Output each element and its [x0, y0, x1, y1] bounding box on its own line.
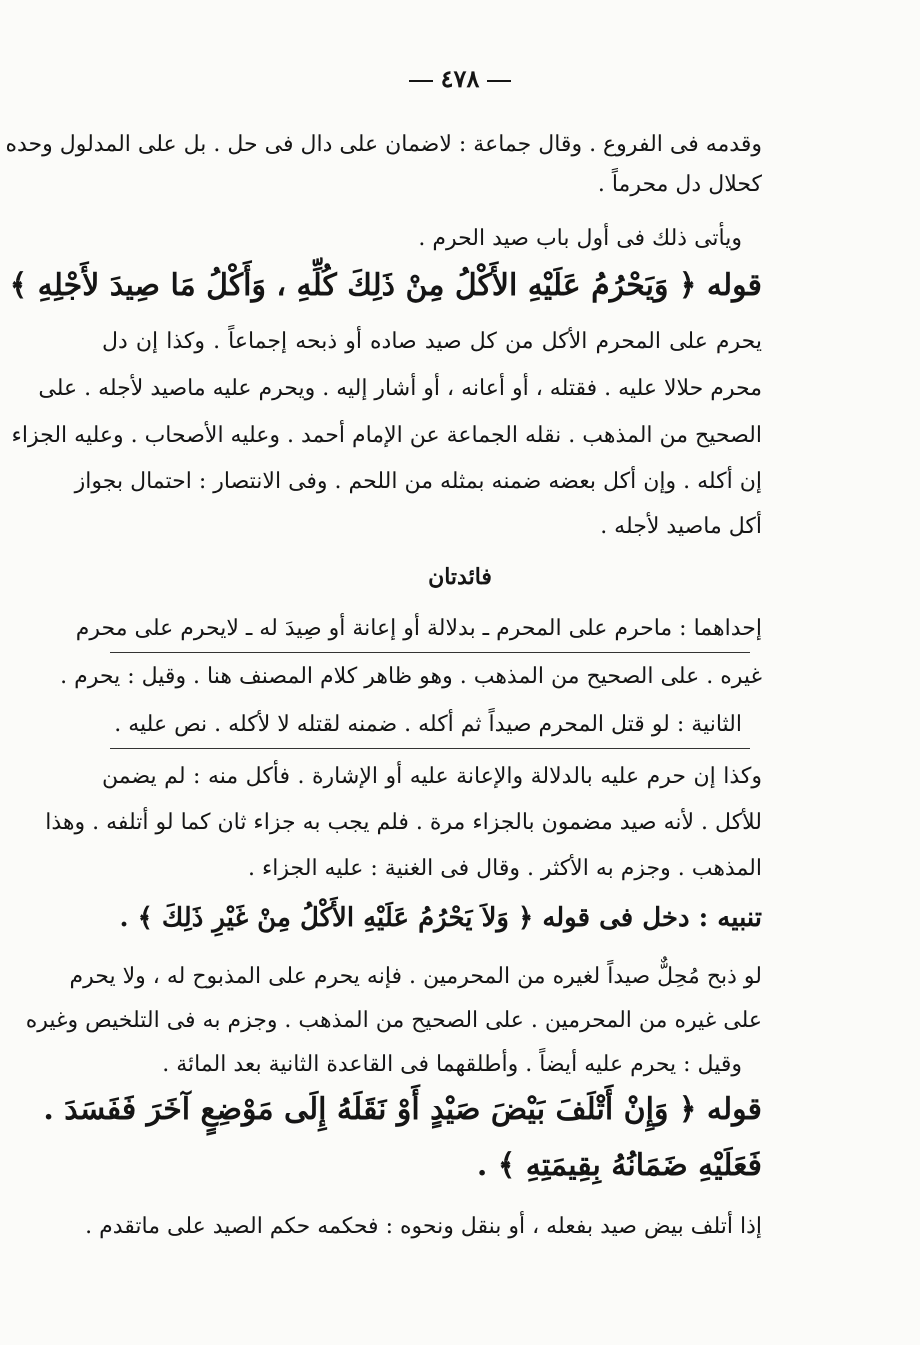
verse-line: قوله ﴿ وَيَحْرُمُ عَلَيْهِ الأَكْلُ مِنْ ذَلِكَ كُلِّهِ ، وَأَكْلُ مَا صِيدَ لأَجْلِهِ ﴾: [9, 268, 762, 303]
text-line: أكل ماصيد لأجله .: [600, 514, 762, 539]
text-line: إذا أتلف بيض صيد بفعله ، أو بنقل ونحوه : فحكمه حكم الصيد على ماتقدم .: [85, 1214, 762, 1239]
dash-right: [487, 80, 511, 82]
text-line: إن أكله . وإن أكل بعضه ضمنه بمثله من اللحم . وفى الانتصار : احتمال بجواز: [74, 469, 762, 494]
verse-line: قوله ﴿ وَإِنْ أَتْلَفَ بَيْضَ صَيْدٍ أَوْ نَقَلَهُ إِلَى مَوْضِعٍ آخَرَ فَفَسَدَ .: [43, 1092, 762, 1127]
section-heading: فائدتان: [428, 564, 492, 590]
text-line: غيره . على الصحيح من المذهب . وهو ظاهر كلام المصنف هنا . وقيل : يحرم .: [60, 664, 762, 689]
text-line: لو ذبح مُحِلٌّ صيداً لغيره من المحرمين . فإنه يحرم على المذبوح له ، ولا يحرم: [69, 964, 762, 989]
text-line: على غيره من المحرمين . على الصحيح من المذهب . وجزم به فى التلخيص وغيره: [25, 1008, 762, 1033]
text-line: للأكل . لأنه صيد مضمون بالجزاء مرة . فلم يجب به جزاء ثان كما لو أتلفه . وهذا: [45, 810, 762, 835]
text-line: الصحيح من المذهب . نقله الجماعة عن الإمام أحمد . وعليه الأصحاب . وعليه الجزاء: [11, 423, 762, 448]
dash-left: [409, 80, 433, 82]
divider: [110, 748, 750, 749]
text-line: وقدمه فى الفروع . وقال جماعة : لاضمان على دال فى حل . بل على المدلول وحده: [5, 132, 762, 157]
text-line: وكذا إن حرم عليه بالدلالة والإعانة عليه أو الإشارة . فأكل منه : لم يضمن: [102, 764, 762, 789]
verse-line: تنبيه : دخل فى قوله ﴿ وَلاَ يَحْرُمُ عَلَيْهِ الأَكْلُ مِنْ غَيْرِ ذَلِكَ ﴾ .: [119, 903, 762, 933]
page-number: [0, 64, 920, 93]
text-line: وقيل : يحرم عليه أيضاً . وأطلقهما فى القاعدة الثانية بعد المائة .: [162, 1052, 742, 1077]
text-line: ويأتى ذلك فى أول باب صيد الحرم .: [418, 226, 742, 251]
text-line: الثانية : لو قتل المحرم صيداً ثم أكله . ضمنه لقتله لا لأكله . نص عليه .: [114, 712, 742, 737]
text-line: المذهب . وجزم به الأكثر . وقال فى الغنية : عليه الجزاء .: [247, 856, 762, 881]
text-line: يحرم على المحرم الأكل من كل صيد صاده أو ذبحه إجماعاً . وكذا إن دل: [102, 329, 762, 354]
page-number-text: ٤٧٨: [440, 64, 480, 93]
text-line: إحداهما : ماحرم على المحرم ـ بدلالة أو إعانة أو صِيدَ له ـ لايحرم على محرم: [75, 616, 762, 641]
divider: [110, 652, 750, 653]
text-line: كحلال دل محرماً .: [597, 172, 762, 197]
verse-line: فَعَلَيْهِ ضَمَانُهُ بِقِيمَتِهِ ﴾ .: [476, 1148, 762, 1183]
text-line: محرم حلالا عليه . فقتله ، أو أعانه ، أو أشار إليه . ويحرم عليه ماصيد لأجله . على: [38, 376, 762, 401]
